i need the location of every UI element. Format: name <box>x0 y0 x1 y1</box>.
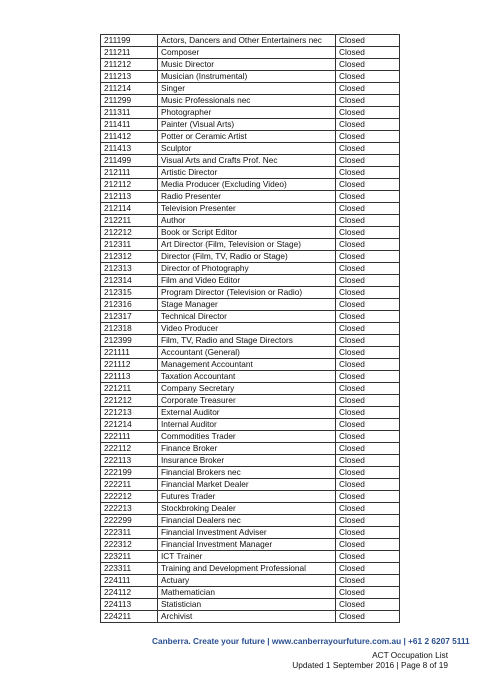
occupation-code-cell: 222113 <box>101 455 158 467</box>
table-row <box>101 503 400 515</box>
occupation-code-cell: 224112 <box>101 587 158 599</box>
occupation-code-cell: 222199 <box>101 467 158 479</box>
occupation-code-cell: 212111 <box>101 167 158 179</box>
table-row <box>101 251 400 263</box>
occupation-title-cell: Company Secretary <box>158 383 336 395</box>
table-row <box>101 491 400 503</box>
table-row <box>101 227 400 239</box>
table-row <box>101 551 400 563</box>
occupation-table <box>100 34 400 623</box>
table-row <box>101 263 400 275</box>
occupation-title-cell: Technical Director <box>158 311 336 323</box>
occupation-status-cell: Closed <box>336 95 400 107</box>
footer-contact-line[interactable]: Canberra. Create your future | www.canberrayourfuture.com.au | +61 2 6207 5111 <box>152 636 470 646</box>
occupation-status-cell: Closed <box>336 35 400 47</box>
occupation-status-cell: Closed <box>336 311 400 323</box>
table-row <box>101 239 400 251</box>
occupation-status-cell: Closed <box>336 131 400 143</box>
occupation-title-cell: Visual Arts and Crafts Prof. Nec <box>158 155 336 167</box>
occupation-code-cell: 212312 <box>101 251 158 263</box>
table-row <box>101 443 400 455</box>
occupation-status-cell: Closed <box>336 587 400 599</box>
occupation-code-cell: 212399 <box>101 335 158 347</box>
occupation-title-cell: Commodities Trader <box>158 431 336 443</box>
occupation-title-cell: Director (Film, TV, Radio or Stage) <box>158 251 336 263</box>
occupation-status-cell: Closed <box>336 503 400 515</box>
occupation-code-cell: 211413 <box>101 143 158 155</box>
occupation-status-cell: Closed <box>336 575 400 587</box>
occupation-status-cell: Closed <box>336 515 400 527</box>
occupation-status-cell: Closed <box>336 71 400 83</box>
table-row <box>101 71 400 83</box>
occupation-status-cell: Closed <box>336 467 400 479</box>
occupation-code-cell: 211213 <box>101 71 158 83</box>
occupation-status-cell: Closed <box>336 443 400 455</box>
occupation-status-cell: Closed <box>336 203 400 215</box>
table-row <box>101 299 400 311</box>
occupation-status-cell: Closed <box>336 83 400 95</box>
occupation-status-cell: Closed <box>336 155 400 167</box>
table-row <box>101 167 400 179</box>
table-row <box>101 611 400 623</box>
occupation-title-cell: Insurance Broker <box>158 455 336 467</box>
occupation-code-cell: 223211 <box>101 551 158 563</box>
occupation-code-cell: 224111 <box>101 575 158 587</box>
table-row <box>101 479 400 491</box>
occupation-code-cell: 212316 <box>101 299 158 311</box>
occupation-code-cell: 211311 <box>101 107 158 119</box>
occupation-code-cell: 224113 <box>101 599 158 611</box>
occupation-code-cell: 222213 <box>101 503 158 515</box>
table-row <box>101 155 400 167</box>
occupation-code-cell: 212113 <box>101 191 158 203</box>
occupation-status-cell: Closed <box>336 431 400 443</box>
table-row <box>101 323 400 335</box>
occupation-code-cell: 223311 <box>101 563 158 575</box>
occupation-code-cell: 212114 <box>101 203 158 215</box>
table-row <box>101 599 400 611</box>
table-row <box>101 143 400 155</box>
occupation-table-body <box>101 35 400 623</box>
occupation-title-cell: Artistic Director <box>158 167 336 179</box>
occupation-code-cell: 212318 <box>101 323 158 335</box>
occupation-code-cell: 222111 <box>101 431 158 443</box>
occupation-status-cell: Closed <box>336 299 400 311</box>
occupation-code-cell: 221214 <box>101 419 158 431</box>
occupation-code-cell: 222312 <box>101 539 158 551</box>
occupation-title-cell: Composer <box>158 47 336 59</box>
occupation-code-cell: 212313 <box>101 263 158 275</box>
occupation-title-cell: External Auditor <box>158 407 336 419</box>
occupation-status-cell: Closed <box>336 563 400 575</box>
occupation-title-cell: Actors, Dancers and Other Entertainers nec <box>158 35 336 47</box>
table-row <box>101 215 400 227</box>
occupation-title-cell: Art Director (Film, Television or Stage) <box>158 239 336 251</box>
occupation-title-cell: Painter (Visual Arts) <box>158 119 336 131</box>
occupation-title-cell: Mathematician <box>158 587 336 599</box>
table-row <box>101 179 400 191</box>
occupation-title-cell: Corporate Treasurer <box>158 395 336 407</box>
occupation-status-cell: Closed <box>336 323 400 335</box>
occupation-status-cell: Closed <box>336 359 400 371</box>
occupation-code-cell: 211199 <box>101 35 158 47</box>
occupation-status-cell: Closed <box>336 263 400 275</box>
occupation-status-cell: Closed <box>336 275 400 287</box>
occupation-title-cell: Finance Broker <box>158 443 336 455</box>
table-row <box>101 203 400 215</box>
occupation-title-cell: Accountant (General) <box>158 347 336 359</box>
occupation-title-cell: Music Professionals nec <box>158 95 336 107</box>
table-row <box>101 95 400 107</box>
occupation-code-cell: 222212 <box>101 491 158 503</box>
occupation-status-cell: Closed <box>336 47 400 59</box>
occupation-code-cell: 221111 <box>101 347 158 359</box>
occupation-code-cell: 221113 <box>101 371 158 383</box>
table-row <box>101 287 400 299</box>
occupation-code-cell: 212211 <box>101 215 158 227</box>
occupation-code-cell: 222112 <box>101 443 158 455</box>
occupation-title-cell: Potter or Ceramic Artist <box>158 131 336 143</box>
table-row <box>101 107 400 119</box>
occupation-code-cell: 221212 <box>101 395 158 407</box>
occupation-status-cell: Closed <box>336 143 400 155</box>
table-row <box>101 131 400 143</box>
occupation-title-cell: Television Presenter <box>158 203 336 215</box>
table-row <box>101 395 400 407</box>
table-row <box>101 563 400 575</box>
footer-list-title: ACT Occupation List <box>372 650 448 660</box>
table-row <box>101 587 400 599</box>
table-row <box>101 419 400 431</box>
occupation-status-cell: Closed <box>336 107 400 119</box>
occupation-status-cell: Closed <box>336 119 400 131</box>
occupation-title-cell: Financial Investment Manager <box>158 539 336 551</box>
table-row <box>101 455 400 467</box>
table-row <box>101 335 400 347</box>
table-row <box>101 575 400 587</box>
occupation-status-cell: Closed <box>336 335 400 347</box>
occupation-title-cell: Internal Auditor <box>158 419 336 431</box>
occupation-title-cell: Stage Manager <box>158 299 336 311</box>
table-row <box>101 35 400 47</box>
occupation-code-cell: 211299 <box>101 95 158 107</box>
occupation-code-cell: 221112 <box>101 359 158 371</box>
occupation-title-cell: Stockbroking Dealer <box>158 503 336 515</box>
table-row <box>101 527 400 539</box>
occupation-status-cell: Closed <box>336 455 400 467</box>
occupation-status-cell: Closed <box>336 527 400 539</box>
occupation-title-cell: Director of Photography <box>158 263 336 275</box>
table-row <box>101 47 400 59</box>
occupation-title-cell: Archivist <box>158 611 336 623</box>
occupation-status-cell: Closed <box>336 59 400 71</box>
table-row <box>101 83 400 95</box>
occupation-status-cell: Closed <box>336 479 400 491</box>
occupation-status-cell: Closed <box>336 167 400 179</box>
occupation-status-cell: Closed <box>336 419 400 431</box>
occupation-status-cell: Closed <box>336 599 400 611</box>
occupation-code-cell: 212212 <box>101 227 158 239</box>
occupation-title-cell: Financial Investment Adviser <box>158 527 336 539</box>
occupation-title-cell: Author <box>158 215 336 227</box>
occupation-title-cell: Radio Presenter <box>158 191 336 203</box>
table-row <box>101 383 400 395</box>
occupation-code-cell: 211212 <box>101 59 158 71</box>
occupation-status-cell: Closed <box>336 383 400 395</box>
occupation-title-cell: Sculptor <box>158 143 336 155</box>
occupation-status-cell: Closed <box>336 287 400 299</box>
occupation-status-cell: Closed <box>336 539 400 551</box>
occupation-status-cell: Closed <box>336 551 400 563</box>
occupation-status-cell: Closed <box>336 239 400 251</box>
occupation-title-cell: Book or Script Editor <box>158 227 336 239</box>
occupation-title-cell: Film and Video Editor <box>158 275 336 287</box>
occupation-title-cell: Program Director (Television or Radio) <box>158 287 336 299</box>
occupation-code-cell: 221213 <box>101 407 158 419</box>
occupation-status-cell: Closed <box>336 215 400 227</box>
occupation-code-cell: 222311 <box>101 527 158 539</box>
occupation-status-cell: Closed <box>336 371 400 383</box>
occupation-title-cell: Management Accountant <box>158 359 336 371</box>
occupation-title-cell: Statistician <box>158 599 336 611</box>
occupation-code-cell: 222299 <box>101 515 158 527</box>
occupation-title-cell: Financial Dealers nec <box>158 515 336 527</box>
occupation-code-cell: 212311 <box>101 239 158 251</box>
occupation-code-cell: 212314 <box>101 275 158 287</box>
occupation-code-cell: 221211 <box>101 383 158 395</box>
occupation-title-cell: Photographer <box>158 107 336 119</box>
occupation-status-cell: Closed <box>336 407 400 419</box>
occupation-title-cell: Taxation Accountant <box>158 371 336 383</box>
occupation-title-cell: Futures Trader <box>158 491 336 503</box>
occupation-status-cell: Closed <box>336 491 400 503</box>
occupation-status-cell: Closed <box>336 191 400 203</box>
occupation-title-cell: Singer <box>158 83 336 95</box>
occupation-code-cell: 211214 <box>101 83 158 95</box>
table-row <box>101 431 400 443</box>
occupation-status-cell: Closed <box>336 251 400 263</box>
occupation-status-cell: Closed <box>336 395 400 407</box>
occupation-title-cell: Financial Market Dealer <box>158 479 336 491</box>
table-row <box>101 359 400 371</box>
occupation-title-cell: Media Producer (Excluding Video) <box>158 179 336 191</box>
occupation-code-cell: 211412 <box>101 131 158 143</box>
table-row <box>101 59 400 71</box>
occupation-title-cell: Music Director <box>158 59 336 71</box>
table-row <box>101 467 400 479</box>
occupation-status-cell: Closed <box>336 347 400 359</box>
occupation-status-cell: Closed <box>336 611 400 623</box>
table-row <box>101 347 400 359</box>
table-row <box>101 515 400 527</box>
table-row <box>101 371 400 383</box>
occupation-title-cell: Training and Development Professional <box>158 563 336 575</box>
occupation-title-cell: Financial Brokers nec <box>158 467 336 479</box>
occupation-title-cell: Video Producer <box>158 323 336 335</box>
occupation-code-cell: 211411 <box>101 119 158 131</box>
occupation-code-cell: 222211 <box>101 479 158 491</box>
table-row <box>101 191 400 203</box>
occupation-code-cell: 212315 <box>101 287 158 299</box>
table-row <box>101 407 400 419</box>
table-row <box>101 539 400 551</box>
occupation-code-cell: 211499 <box>101 155 158 167</box>
table-row <box>101 119 400 131</box>
occupation-code-cell: 211211 <box>101 47 158 59</box>
occupation-title-cell: Musician (Instrumental) <box>158 71 336 83</box>
occupation-title-cell: ICT Trainer <box>158 551 336 563</box>
occupation-code-cell: 212112 <box>101 179 158 191</box>
occupation-code-cell: 212317 <box>101 311 158 323</box>
footer-updated-page: Updated 1 September 2016 | Page 8 of 19 <box>292 660 448 670</box>
occupation-status-cell: Closed <box>336 179 400 191</box>
table-row <box>101 275 400 287</box>
occupation-code-cell: 224211 <box>101 611 158 623</box>
occupation-status-cell: Closed <box>336 227 400 239</box>
table-row <box>101 311 400 323</box>
occupation-title-cell: Actuary <box>158 575 336 587</box>
occupation-title-cell: Film, TV, Radio and Stage Directors <box>158 335 336 347</box>
